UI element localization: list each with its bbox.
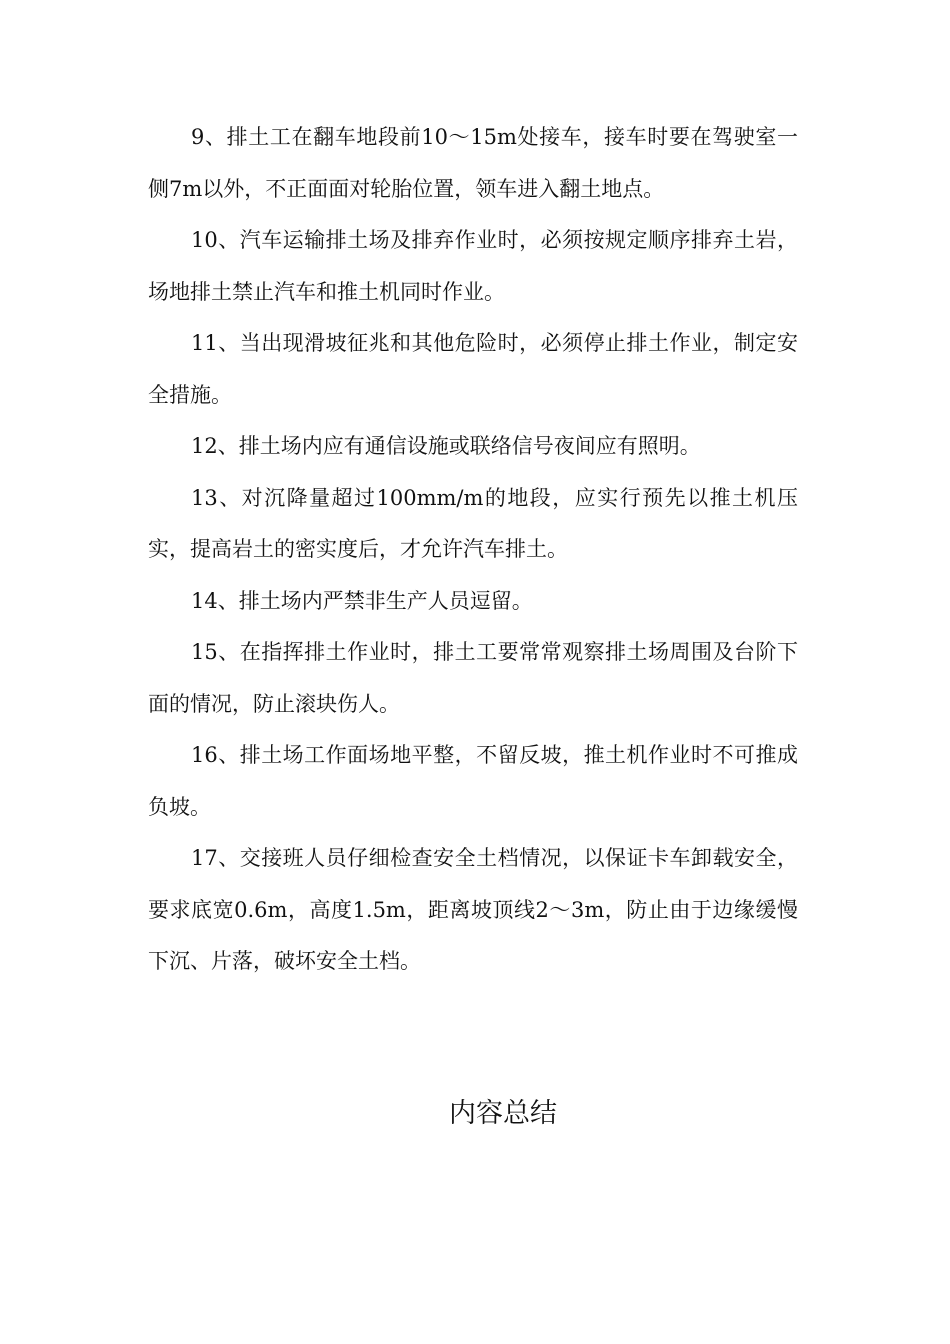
summary-heading: 内容总结 [449, 1098, 557, 1129]
paragraph-item-13: 13、对沉降量超过100mm/m的地段，应实行预先以推土机压实，提高岩土的密实度后，才允许汽车排土。 [148, 485, 798, 561]
body-text [148, 112, 798, 988]
paragraph-item-12: 12、排土场内应有通信设施或联络信号夜间应有照明。 [191, 434, 701, 458]
paragraph-item-11: 11、当出现滑坡征兆和其他危险时，必须停止排土作业，制定安全措施。 [148, 331, 798, 407]
paragraph-item-15: 15、在指挥排土作业时，排土工要常常观察排土场周围及台阶下面的情况，防止滚块伤人。 [148, 640, 798, 716]
paragraph-item-17: 17、交接班人员仔细检查安全土档情况，以保证卡车卸载安全，要求底宽0.6m，高度1.5m，距离坡顶线2～3m，防止由于边缘缓慢下沉、片落，破坏安全土档。 [148, 846, 798, 973]
paragraph-item-16: 16、排土场工作面场地平整，不留反坡，推土机作业时不可推成负坡。 [148, 743, 798, 819]
paragraph-item-10: 10、汽车运输排土场及排弃作业时，必须按规定顺序排弃土岩，场地排土禁止汽车和推土机同时作业。 [148, 228, 798, 304]
paragraph-item-14: 14、排土场内严禁非生产人员逗留。 [191, 588, 533, 613]
paragraph-item-9: 9、排土工在翻车地段前10～15m处接车，接车时要在驾驶室一侧7m以外，不正面面对轮胎位置，领车进入翻土地点。 [148, 125, 798, 201]
